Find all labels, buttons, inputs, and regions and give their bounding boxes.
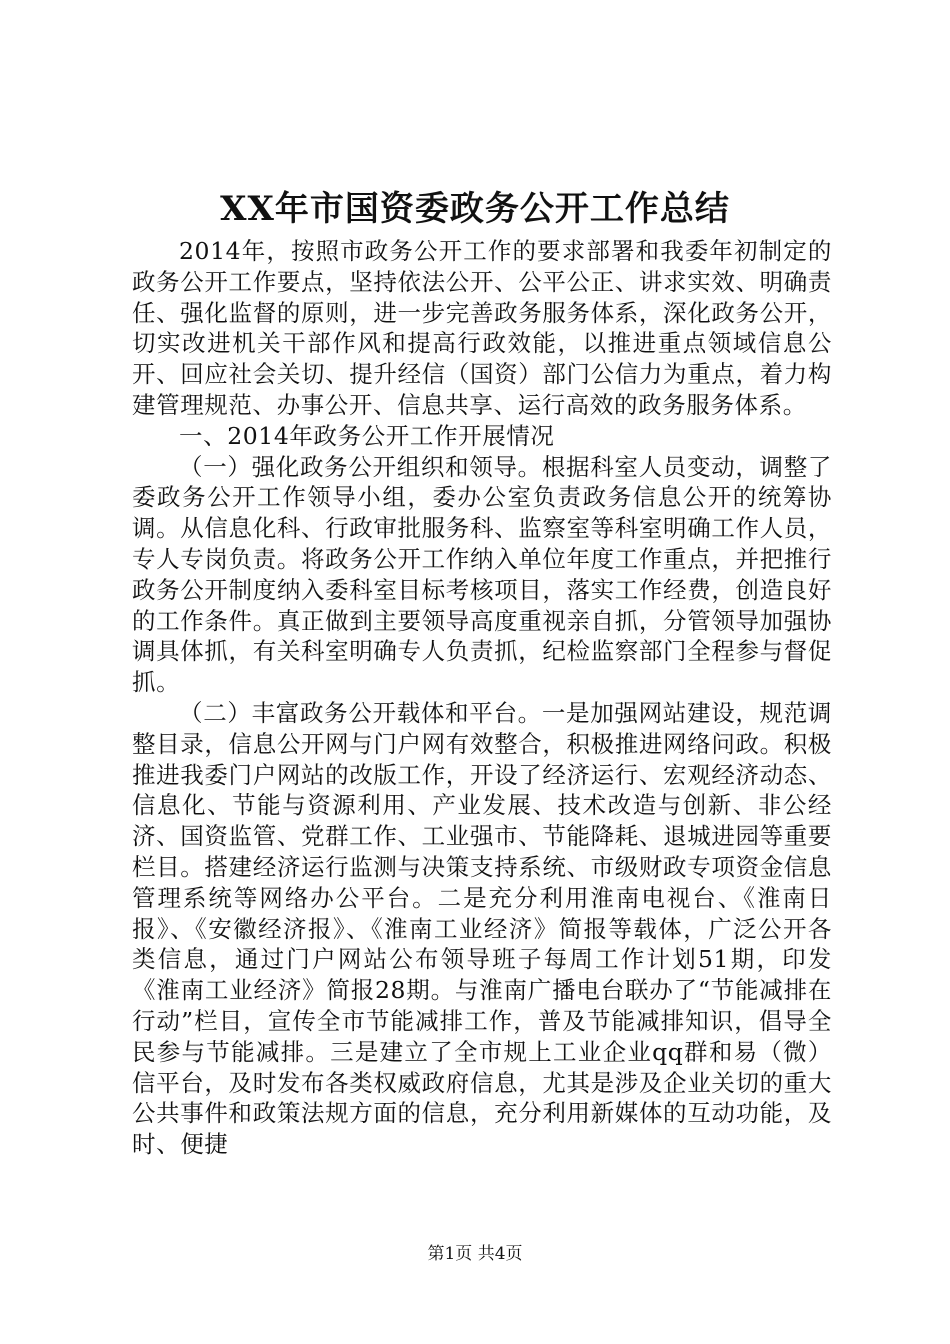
page-footer: 第1页 共4页 [427,1244,523,1264]
body-paragraph: （一）强化政务公开组织和领导。根据科室人员变动，调整了委政务公开工作领导小组，委办公室负责政务信息公开的统筹协调。从信息化科、行政审批服务科、监察室等科室明确工作人员，专人专岗负责。将政务公开工作纳入单位年度工作重点，并把推行政务公开制度纳入委科室目标考核项目，落实工作经费，创造良好的工作条件。真正做到主要领导高度重视亲自抓，分管领导加强协调具体抓，有关科室明确专人负责抓，纪检监察部门全程参与督促抓。 [132,452,832,697]
intro-paragraph: 2014年，按照市政务公开工作的要求部署和我委年初制定的政务公开工作要点，坚持依法公开、公平公正、讲求实效、明确责任、强化监督的原则，进一步完善政务服务体系，深化政务公开，切实改进机关干部作风和提高行政效能，以推进重点领域信息公开、回应社会关切、提升经信（国资）部门公信力为重点，着力构建管理规范、办事公开、信息共享、运行高效的政务服务体系。 [132,237,832,419]
body-paragraph: （二）丰富政务公开载体和平台。一是加强网站建设，规范调整目录，信息公开网与门户网有效整合，积极推进网络问政。积极推进我委门户网站的改版工作，开设了经济运行、宏观经济动态、信息化、节能与资源利用、产业发展、技术改造与创新、非公经济、国资监管、党群工作、工业强市、节能降耗、退城进园等重要栏目。搭建经济运行监测与决策支持系统、市级财政专项资金信息管理系统等网络办公平台。二是充分利用淮南电视台、《淮南日报》、《安徽经济报》、《淮南工业经济》简报等载体，广泛公开各类信息，通过门户网站公布领导班子每周工作计划51期，印发《淮南工业经济》简报28期。与淮南广播电台联办了“节能减排在行动”栏目，宣传全市节能减排工作，普及节能减排知识，倡导全民参与节能减排。三是建立了全市规上工业企业qq群和易（微）信平台，及时发布各类权威政府信息，尤其是涉及企业关切的重大公共事件和政策法规方面的信息，充分利用新媒体的互动功能，及时、便捷 [132,698,832,1159]
document-body [132,236,832,1160]
document-title: XX年市国资委政务公开工作总结 [220,189,730,229]
section-heading: 一、2014年政务公开工作开展情况 [179,421,555,450]
